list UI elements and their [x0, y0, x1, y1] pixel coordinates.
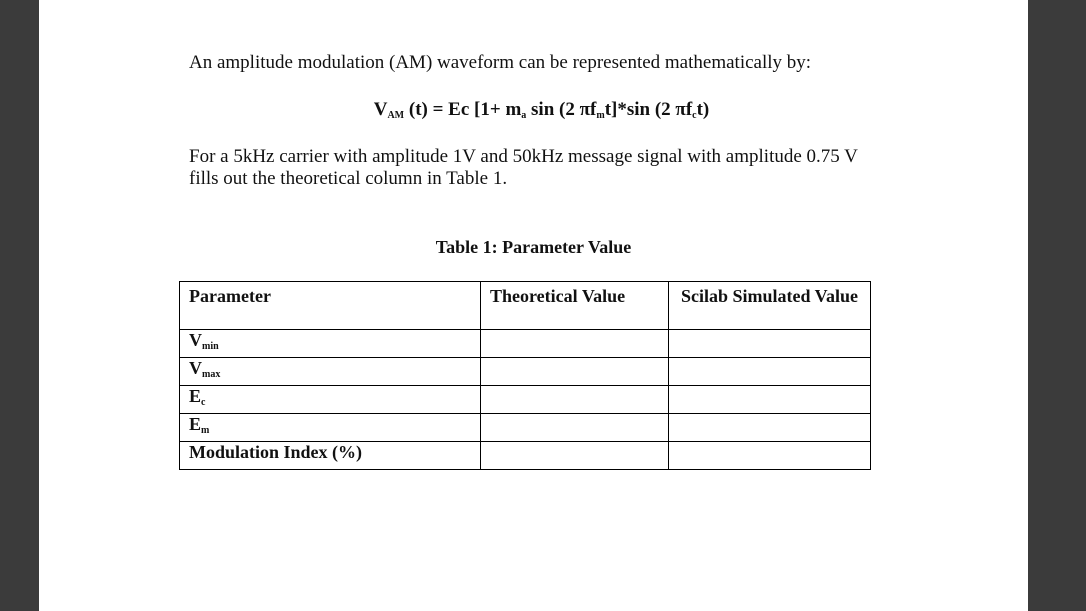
table-caption: Table 1: Parameter Value: [435, 237, 632, 257]
eq-fm-sub: m: [596, 110, 605, 121]
eq-ma-sub: a: [521, 110, 527, 121]
header-theoretical: Theoretical Value: [481, 282, 669, 330]
param-name: Modulation Index (%): [189, 442, 363, 462]
table-row: [180, 386, 871, 414]
simulated-cell[interactable]: [669, 386, 871, 414]
param-cell: [180, 358, 481, 386]
param-sub: min: [202, 341, 219, 352]
simulated-cell[interactable]: [669, 358, 871, 386]
instruction-paragraph: For a 5kHz carrier with amplitude 1V and 50kHz message signal with amplitude 0.75 V fills out the theoretical column in Table 1.: [189, 146, 858, 189]
intro-text: An amplitude modulation (AM) waveform can be represented mathematically by:: [189, 52, 812, 73]
param-name: V: [189, 330, 202, 350]
table-row: [180, 414, 871, 442]
param-sub: max: [202, 369, 221, 380]
document-page: [39, 0, 1028, 611]
eq-part3: t]*sin (2 πf: [604, 99, 693, 120]
theoretical-cell[interactable]: [481, 358, 669, 386]
param-cell: [180, 442, 481, 470]
param-cell: [180, 330, 481, 358]
simulated-cell[interactable]: [669, 442, 871, 470]
eq-lhs: V: [373, 99, 388, 120]
table-header-row: [180, 282, 871, 330]
simulated-cell[interactable]: [669, 414, 871, 442]
theoretical-cell[interactable]: [481, 386, 669, 414]
parameter-table: [179, 281, 871, 470]
theoretical-cell[interactable]: [481, 330, 669, 358]
param-sub: c: [201, 397, 206, 408]
eq-part2: sin (2 πf: [526, 99, 597, 120]
header-parameter: Parameter: [180, 282, 481, 330]
param-name: E: [189, 414, 202, 434]
param-name: V: [189, 358, 202, 378]
theoretical-cell[interactable]: [481, 414, 669, 442]
simulated-cell[interactable]: [669, 330, 871, 358]
eq-part4: t): [696, 99, 710, 120]
param-cell: [180, 414, 481, 442]
eq-lhs-sub: AM: [387, 110, 405, 121]
table-row: [180, 330, 871, 358]
param-name: E: [189, 386, 202, 406]
param-sub: m: [201, 425, 210, 436]
table-row: [180, 442, 871, 470]
header-simulated: Scilab Simulated Value: [669, 282, 871, 330]
eq-part1: (t) = Ec [1+ m: [404, 99, 522, 120]
param-cell: [180, 386, 481, 414]
am-equation: [39, 98, 1028, 128]
table-row: [180, 358, 871, 386]
eq-fc-sub: c: [692, 110, 697, 121]
theoretical-cell[interactable]: [481, 442, 669, 470]
